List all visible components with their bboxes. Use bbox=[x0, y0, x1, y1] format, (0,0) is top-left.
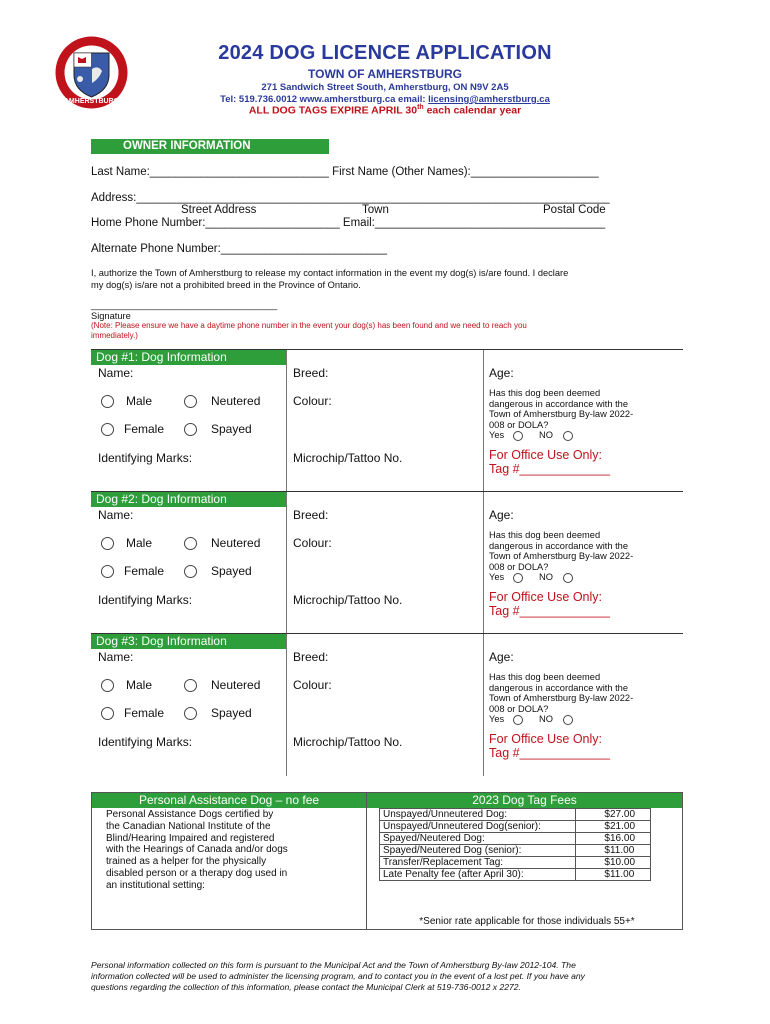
neutered-radio[interactable] bbox=[184, 395, 197, 408]
colour-field[interactable]: Colour: bbox=[293, 678, 332, 692]
note-text-2: immediately.) bbox=[91, 331, 138, 340]
last-name-field[interactable]: Last Name:____________________________ First Name (Other Names):____________________ bbox=[91, 166, 599, 178]
spayed-label: Spayed bbox=[211, 564, 252, 578]
female-radio[interactable] bbox=[101, 707, 114, 720]
identifying-marks-field[interactable]: Identifying Marks: bbox=[98, 735, 193, 749]
identifying-marks-field[interactable]: Identifying Marks: bbox=[98, 451, 193, 465]
name-field[interactable]: Name: bbox=[98, 508, 134, 522]
neutered-label: Neutered bbox=[211, 536, 261, 550]
dog-1-header: Dog #1: Dog Information bbox=[91, 350, 286, 365]
name-field[interactable]: Name: bbox=[98, 650, 134, 664]
town-name: TOWN OF AMHERSTBURG bbox=[308, 67, 462, 81]
age-field[interactable]: Age: bbox=[489, 366, 514, 380]
town-label: Town bbox=[362, 204, 389, 216]
neutered-label: Neutered bbox=[211, 678, 261, 692]
owner-section-header: OWNER INFORMATION bbox=[91, 139, 329, 154]
breed-field[interactable]: Breed: bbox=[293, 650, 329, 664]
spayed-radio[interactable] bbox=[184, 565, 197, 578]
office-use: For Office Use Only: Tag #_____________ bbox=[489, 732, 610, 760]
contact-line: Tel: 519.736.0012 www.amherstburg.ca email: licensing@amherstburg.ca bbox=[220, 94, 550, 105]
town-address: 271 Sandwich Street South, Amherstburg, ON N9V 2A5 bbox=[261, 82, 509, 93]
female-radio[interactable] bbox=[101, 423, 114, 436]
neutered-radio[interactable] bbox=[184, 537, 197, 550]
expiry-notice: ALL DOG TAGS EXPIRE APRIL 30th each calendar year bbox=[248, 104, 522, 117]
office-use: For Office Use Only: Tag #_____________ bbox=[489, 590, 610, 618]
dog-3-header: Dog #3: Dog Information bbox=[91, 634, 286, 649]
authorize-text-1: I, authorize the Town of Amherstburg to release my contact information in the event my dog(s) is/are found. I declare bbox=[91, 268, 569, 278]
dangerous-question: Has this dog been deemed dangerous in accordance with the Town of Amherstburg By-law 2022- 008 or DOLA? Yes NO bbox=[489, 672, 634, 724]
form-title: 2024 DOG LICENCE APPLICATION bbox=[218, 42, 552, 64]
home-phone-field[interactable]: Home Phone Number:_____________________ Email:____________________________________ bbox=[91, 217, 606, 229]
assistance-dog-header: Personal Assistance Dog – no fee bbox=[92, 793, 366, 808]
alt-phone-field[interactable]: Alternate Phone Number:__________________________ bbox=[91, 243, 388, 255]
table-row: Spayed/Neutered Dog (senior): $11.00 bbox=[380, 845, 651, 857]
dog-3-block bbox=[91, 633, 683, 776]
table-row: Late Penalty fee (after April 30): $11.00 bbox=[380, 869, 651, 881]
email-link[interactable]: licensing@amherstburg.ca bbox=[428, 94, 550, 105]
male-label: Male bbox=[126, 536, 153, 550]
age-field[interactable]: Age: bbox=[489, 508, 514, 522]
female-label: Female bbox=[124, 422, 165, 436]
male-label: Male bbox=[126, 394, 153, 408]
office-use: For Office Use Only: Tag #_____________ bbox=[489, 448, 610, 476]
yes-radio[interactable] bbox=[513, 715, 523, 725]
no-radio[interactable] bbox=[563, 715, 573, 725]
dog-2-header: Dog #2: Dog Information bbox=[91, 492, 286, 507]
dangerous-question: Has this dog been deemed dangerous in accordance with the Town of Amherstburg By-law 2022- 008 or DOLA? Yes NO bbox=[489, 388, 634, 440]
spayed-label: Spayed bbox=[211, 706, 252, 720]
colour-field[interactable]: Colour: bbox=[293, 394, 332, 408]
note-text-1: (Note: Please ensure we have a daytime phone number in the event your dog(s) has been found and we need to reach you bbox=[91, 321, 527, 330]
spayed-radio[interactable] bbox=[184, 707, 197, 720]
table-row: Unspayed/Unneutered Dog(senior): $21.00 bbox=[380, 821, 651, 833]
male-radio[interactable] bbox=[101, 395, 114, 408]
microchip-field[interactable]: Microchip/Tattoo No. bbox=[293, 451, 403, 465]
age-field[interactable]: Age: bbox=[489, 650, 514, 664]
street-label: Street Address bbox=[181, 204, 257, 216]
privacy-footer: Personal information collected on this form is pursuant to the Municipal Act and the Town of Amherstburg By-law 2012-104. The information collected will be used to administer the licensing program, and to contact you in the event of a lost pet. If you have any questions regarding the collection of this information, please contact the Municipal Clerk at 519-736-0012 x 2272. bbox=[91, 960, 585, 992]
breed-field[interactable]: Breed: bbox=[293, 366, 329, 380]
microchip-field[interactable]: Microchip/Tattoo No. bbox=[293, 735, 403, 749]
fees-and-assistance-box bbox=[91, 792, 683, 930]
authorize-text-2: my dog(s) is/are not a prohibited breed in the Province of Ontario. bbox=[91, 280, 361, 290]
spayed-label: Spayed bbox=[211, 422, 252, 436]
table-row: Spayed/Neutered Dog: $16.00 bbox=[380, 833, 651, 845]
no-radio[interactable] bbox=[563, 431, 573, 441]
table-row: Transfer/Replacement Tag: $10.00 bbox=[380, 857, 651, 869]
senior-note: *Senior rate applicable for those individuals 55+* bbox=[419, 916, 635, 927]
no-radio[interactable] bbox=[563, 573, 573, 583]
identifying-marks-field[interactable]: Identifying Marks: bbox=[98, 593, 193, 607]
dog-2-block bbox=[91, 491, 683, 634]
yes-radio[interactable] bbox=[513, 573, 523, 583]
male-radio[interactable] bbox=[101, 679, 114, 692]
signature-label: Signature bbox=[91, 311, 131, 321]
female-radio[interactable] bbox=[101, 565, 114, 578]
postal-label: Postal Code bbox=[543, 204, 606, 216]
logo-lettering: AMHERSTBURG bbox=[63, 98, 120, 105]
microchip-field[interactable]: Microchip/Tattoo No. bbox=[293, 593, 403, 607]
male-radio[interactable] bbox=[101, 537, 114, 550]
male-label: Male bbox=[126, 678, 153, 692]
breed-field[interactable]: Breed: bbox=[293, 508, 329, 522]
address-field[interactable]: Address:__________________________________________________________________________ bbox=[91, 192, 610, 204]
table-row: Unspayed/Unneutered Dog: $27.00 bbox=[380, 809, 651, 821]
fees-table bbox=[379, 808, 651, 881]
dog-1-block bbox=[91, 349, 683, 492]
yes-radio[interactable] bbox=[513, 431, 523, 441]
name-field[interactable]: Name: bbox=[98, 366, 134, 380]
fees-header: 2023 Dog Tag Fees bbox=[367, 793, 682, 808]
colour-field[interactable]: Colour: bbox=[293, 536, 332, 550]
spayed-radio[interactable] bbox=[184, 423, 197, 436]
neutered-radio[interactable] bbox=[184, 679, 197, 692]
signature-line[interactable]: ____________________________________ bbox=[91, 300, 278, 310]
neutered-label: Neutered bbox=[211, 394, 261, 408]
female-label: Female bbox=[124, 706, 165, 720]
dangerous-question: Has this dog been deemed dangerous in accordance with the Town of Amherstburg By-law 2022- 008 or DOLA? Yes NO bbox=[489, 530, 634, 582]
female-label: Female bbox=[124, 564, 165, 578]
assistance-dog-text: Personal Assistance Dogs certified by the Canadian National Institute of the Blind/Hearing Impaired and registered with the Hearings of Canada and/or dogs trained as a helper for the physically disabled person or a therapy dog used in an institutional setting: bbox=[106, 809, 288, 891]
